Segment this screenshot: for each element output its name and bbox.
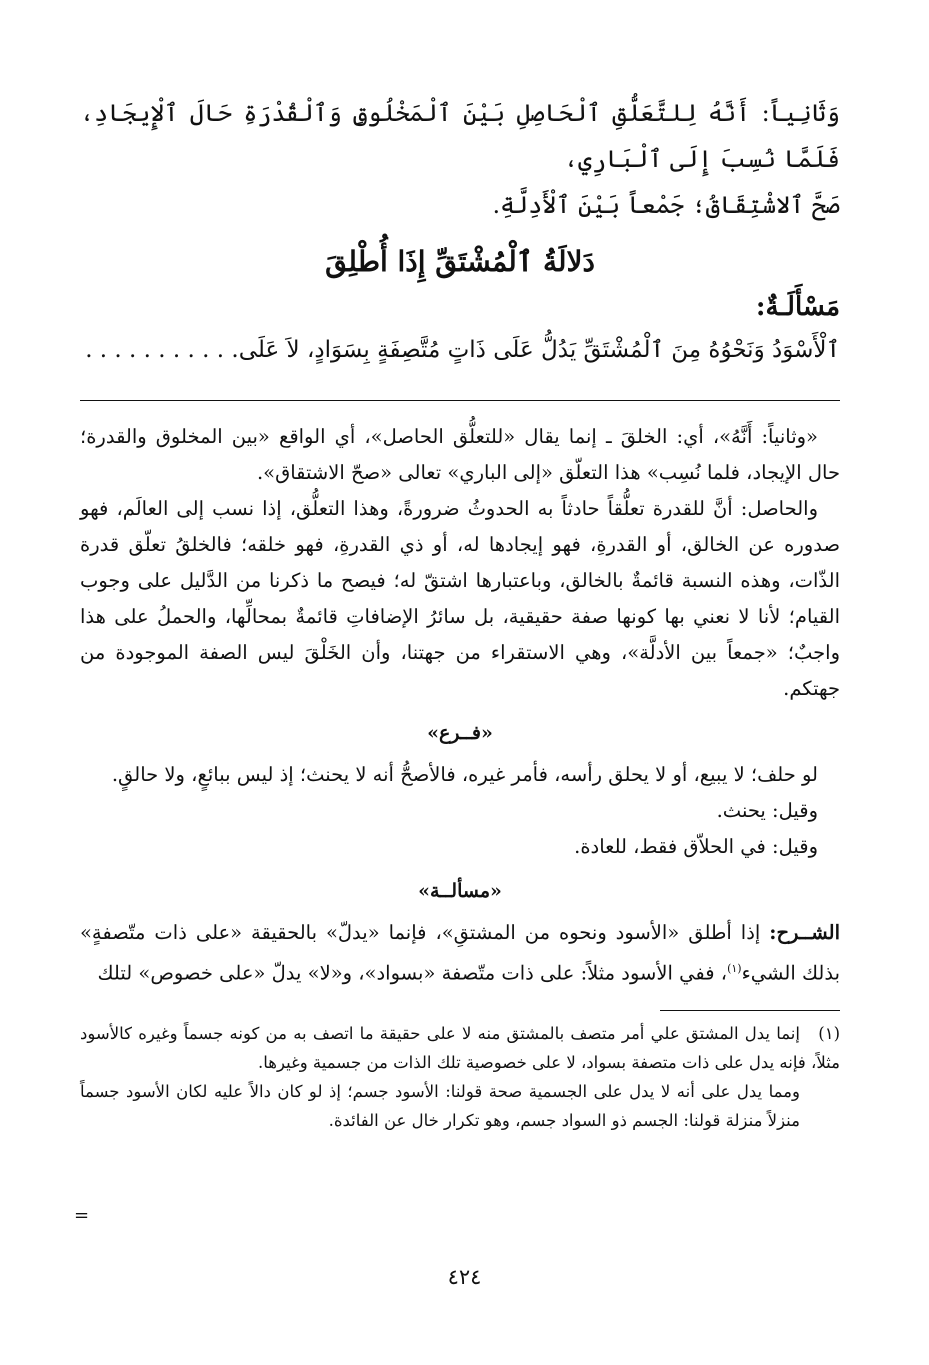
page-body	[80, 90, 840, 1135]
sharh-text-b: ، ففي الأسود مثلاً: على ذات متّصفة «بسواد»، و«لا» يدلّ «على خصوص» لتلك	[97, 961, 728, 985]
sharh-label: الشــرح:	[769, 921, 840, 944]
masala-heading: «مسألــة»	[418, 880, 502, 902]
footnote-1	[80, 1019, 840, 1077]
matn-line-1: وَثَانِياً: أَنَّهُ لِلتَّعَلُّقِ ٱلْحَاصِلِ بَيْنَ ٱلْمَخْلُوقِ وَٱلْقُدْرَةِ حَالَ ٱلْإِيجَادِ، فَلَمَّا نُسِبَ إِلَى ٱلْبَارِي،	[80, 99, 840, 173]
footnote-number: (١)	[818, 1023, 840, 1043]
far-heading: «فــرع»	[427, 722, 493, 744]
far-paragraph-3: وقيل: في الحلاّق فقط، للعادة.	[574, 835, 818, 858]
footnote-line-1: إنما يدل المشتق علي أمر متصف بالمشتق منه لا على حقيقة ما اتصف به من كونه جسماً وغيره كالأسود مثلاً، فإنه يدل على ذات متصفة بسواد، لا على خصوصية تلك الذات من جسمية وغيرها.	[80, 1023, 840, 1072]
continuation-mark: =	[74, 1205, 90, 1226]
sharh-paragraph-1: «وثانياً: أَنَّهُ»، أي: الخلقَ ـ إنما يقال «للتعلُّق الحاصل»، أي الواقع «بين المخلوق والقدرة؛ حال الإيجاد، فلما نُسِب» هذا التعلّق «إلى الباري» تعالى «صحّ الاشتقاق».	[80, 425, 840, 484]
sharh-masala-paragraph	[80, 915, 840, 992]
masala-matn-text: ٱلْأَسْوَدُ وَنَحْوُهُ مِنَ ٱلْمُشْتَقِّ يَدُلُّ عَلَى ذَاتٍ مُتَّصِفَةٍ بِسَوَادٍ، لاَ عَلَى. . . . . . . . . . .	[85, 337, 840, 363]
matn-line-2: صَحَّ ٱلاشْتِقَاقُ؛ جَمْعاً بَيْنَ ٱلْأَدِلَّةِ.	[492, 191, 840, 219]
far-paragraph-2: وقيل: يحنث.	[716, 799, 818, 822]
far-paragraph-1: لو حلف؛ لا يبيع، أو لا يحلق رأسه، فأمر غيره، فالأصحُّ أنه لا يحنث؛ إذ ليس ببائعٍ، ولا حالقٍ.	[111, 763, 818, 786]
masala-label: مَسْأَلَـةٌ:	[755, 292, 840, 322]
footnote-ref[interactable]: (١)	[727, 962, 742, 975]
sharh-text-a: إذا أطلق «الأسود ونحوه من المشتقِ»، فإنما «يدلّ» بالحقيقة «على ذات متّصفةٍ» بذلك الشيء	[80, 921, 840, 985]
section-heading: دَلالَةُ ٱلْمُشْتَقِّ إِذَا أُطْلِقَ	[325, 245, 595, 278]
matn-sharh-divider	[80, 400, 840, 401]
sharh-paragraph-2: والحاصل: أنَّ للقدرة تعلُّقاً حادثاً به الحدوثُ ضرورةً، وهذا التعلُّق، إذا نسب إلى العالَم، فهو صدوره عن الخالق، أو القدرةِ، فهو إيجادها له، أو ذي القدرةِ، فهو خلقه؛ فالخلقُ تعلّق قدرة الذّات، وهذه النسبة قائمةٌ بالخالق، وباعتبارها اشتقّ له؛ فيصح ما ذكرنا من الدَّليل على وجوب القيام؛ لأنا لا نعني بها كونها صفة حقيقية، بل سائرُ الإضافاتِ قائمةٌ بمحالِّها، والحملُ على هذا واجبٌ؛ «جمعاً بين الأدلَّة»، وهي الاستقراء من جهتنا، وأن الخَلْقَ ليس الصفة الموجودة من جهتكم.	[80, 497, 840, 700]
footnote-divider	[660, 1010, 840, 1011]
footnote-1-continued: ومما يدل على أنه لا يدل على الجسمية صحة قولنا: الأسود جسم؛ إذ لو كان دالاً عليه لكان الأسود جسماً منزلاً منزلة قولنا: الجسم ذو السواد جسم، وهو تكرار خال عن الفائدة.	[80, 1081, 800, 1130]
page-number: ٤٢٤	[447, 1265, 482, 1289]
